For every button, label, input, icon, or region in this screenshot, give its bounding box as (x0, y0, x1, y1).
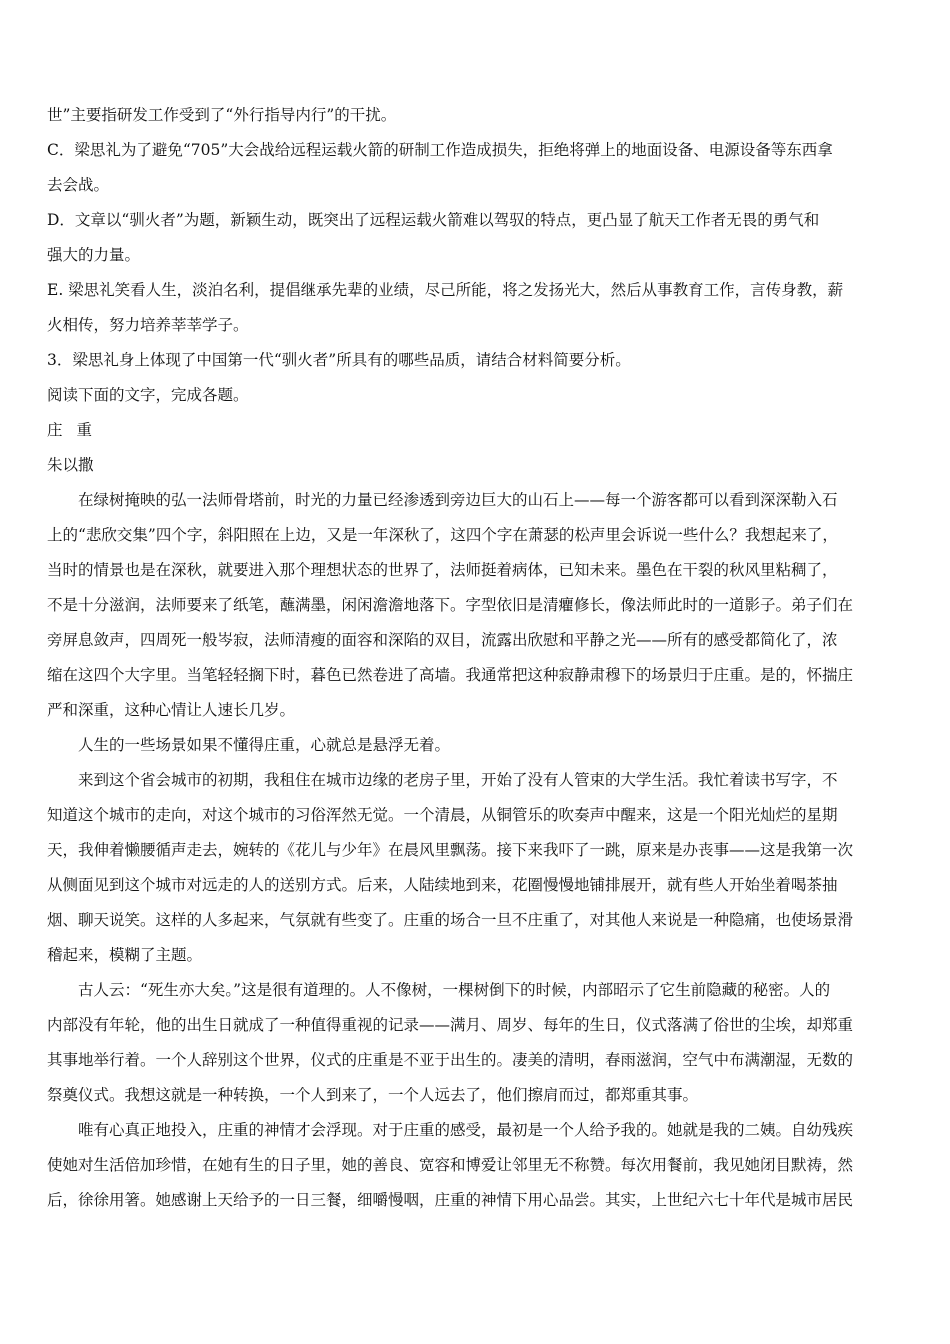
paragraph-line: 其事地举行着。一个人辞别这个世界，仪式的庄重是不亚于出生的。凄美的清明，春雨滋润，空气中布满潮湿，无数的 (47, 1051, 854, 1069)
paragraph-line: 当时的情景也是在深秋，就要进入那个理想状态的世界了，法师挺着病体，已知未来。墨色在干裂的秋风里粘稠了， (47, 561, 838, 579)
paragraph-line: 来到这个省会城市的初期，我租住在城市边缘的老房子里，开始了没有人管束的大学生活。我忙着读书写字，不 (78, 771, 838, 789)
paragraph-line: 使她对生活倍加珍惜，在她有生的日子里，她的善良、宽容和博爱让邻里无不称赞。每次用餐前，我见她闭目默祷，然 (47, 1156, 854, 1174)
paragraph-line: 知道这个城市的走向，对这个城市的习俗浑然无觉。一个清晨，从铜管乐的吹奏声中醒来，这是一个阳光灿烂的星期 (47, 806, 838, 824)
paragraph-line: 烟、聊天说笑。这样的人多起来，气氛就有些变了。庄重的场合一旦不庄重了，对其他人来说是一种隐痛，也使场景滑 (47, 911, 854, 929)
paragraph-line: 从侧面见到这个城市对远走的人的送别方式。后来，人陆续地到来，花圈慢慢地铺排展开，就有些人开始坐着喝茶抽 (47, 876, 838, 894)
option-e-line-1: E. 梁思礼笑看人生，淡泊名利，提倡继承先辈的业绩，尽己所能，将之发扬光大，然后从事教育工作，言传身教，薪 (47, 281, 844, 299)
paragraph-line: 人生的一些场景如果不懂得庄重，心就总是悬浮无着。 (78, 736, 451, 754)
paragraph-line: 在绿树掩映的弘一法师骨塔前，时光的力量已经渗透到旁边巨大的山石上——每一个游客都可以看到深深勒入石 (78, 491, 838, 509)
paragraph-line: 缩在这四个大字里。当笔轻轻搁下时，暮色已然卷进了高墙。我通常把这种寂静肃穆下的场景归于庄重。是的，怀揣庄 (47, 666, 854, 684)
paragraph-line: 严和深重，这种心情让人速长几岁。 (47, 701, 296, 719)
paragraph-line: 不是十分滋润，法师要来了纸笔，蘸满墨，闲闲澹澹地落下。字型依旧是清癯修长，像法师此时的一道影子。弟子们在 (47, 596, 854, 614)
option-c-line-2: 去会战。 (47, 176, 110, 194)
paragraph-line: 上的“悲欣交集”四个字，斜阳照在上边，又是一年深秋了，这四个字在萧瑟的松声里会诉说一些什么？我想起来了， (47, 526, 838, 544)
paragraph-line: 稽起来，模糊了主题。 (47, 946, 203, 964)
option-d-line-2: 强大的力量。 (47, 246, 141, 264)
question-3: 3．梁思礼身上体现了中国第一代“驯火者”所具有的哪些品质，请结合材料简要分析。 (47, 351, 631, 369)
option-e-line-2: 火相传，努力培养莘莘学子。 (47, 316, 249, 334)
paragraph-line: 祭奠仪式。我想这就是一种转换，一个人到来了，一个人远去了，他们擦肩而过，都郑重其事。 (47, 1086, 699, 1104)
paragraph-line: 后，徐徐用箸。她感谢上天给予的一日三餐，细嚼慢咽，庄重的神情下用心品尝。其实，上世纪六七十年代是城市居民 (47, 1191, 854, 1209)
paragraph-line: 古人云：“死生亦大矣。”这是很有道理的。人不像树，一棵树倒下的时候，内部昭示了它生前隐藏的秘密。人的 (78, 981, 831, 999)
paragraph-line: 内部没有年轮，他的出生日就成了一种值得重视的记录——满月、周岁、每年的生日，仪式落满了俗世的尘埃，却郑重 (47, 1016, 854, 1034)
document-page (47, 98, 907, 1218)
option-c-line-1: C．梁思礼为了避免“705”大会战给远程运载火箭的研制工作造成损失，拒绝将弹上的地面设备、电源设备等东西拿 (47, 141, 833, 159)
paragraph-line: 唯有心真正地投入，庄重的神情才会浮现。对于庄重的感受，最初是一个人给予我的。她就是我的二姨。自幼残疾 (78, 1121, 854, 1139)
paragraph-line: 旁屏息敛声，四周死一般岑寂，法师清瘦的面容和深陷的双目，流露出欣慰和平静之光——所有的感受都简化了，浓 (47, 631, 838, 649)
option-b-tail: 世”主要指研发工作受到了“外行指导内行”的干扰。 (47, 106, 397, 124)
article-title: 庄重 (47, 421, 107, 439)
article-author: 朱以撒 (47, 456, 94, 474)
paragraph-line: 天，我伸着懒腰循声走去，婉转的《花儿与少年》在晨风里飘荡。接下来我吓了一跳，原来是办丧事——这是我第一次 (47, 841, 854, 859)
reading-instruction: 阅读下面的文字，完成各题。 (47, 386, 249, 404)
option-d-line-1: D．文章以“驯火者”为题，新颖生动，既突出了远程运载火箭难以驾驭的特点，更凸显了航天工作者无畏的勇气和 (47, 211, 820, 229)
